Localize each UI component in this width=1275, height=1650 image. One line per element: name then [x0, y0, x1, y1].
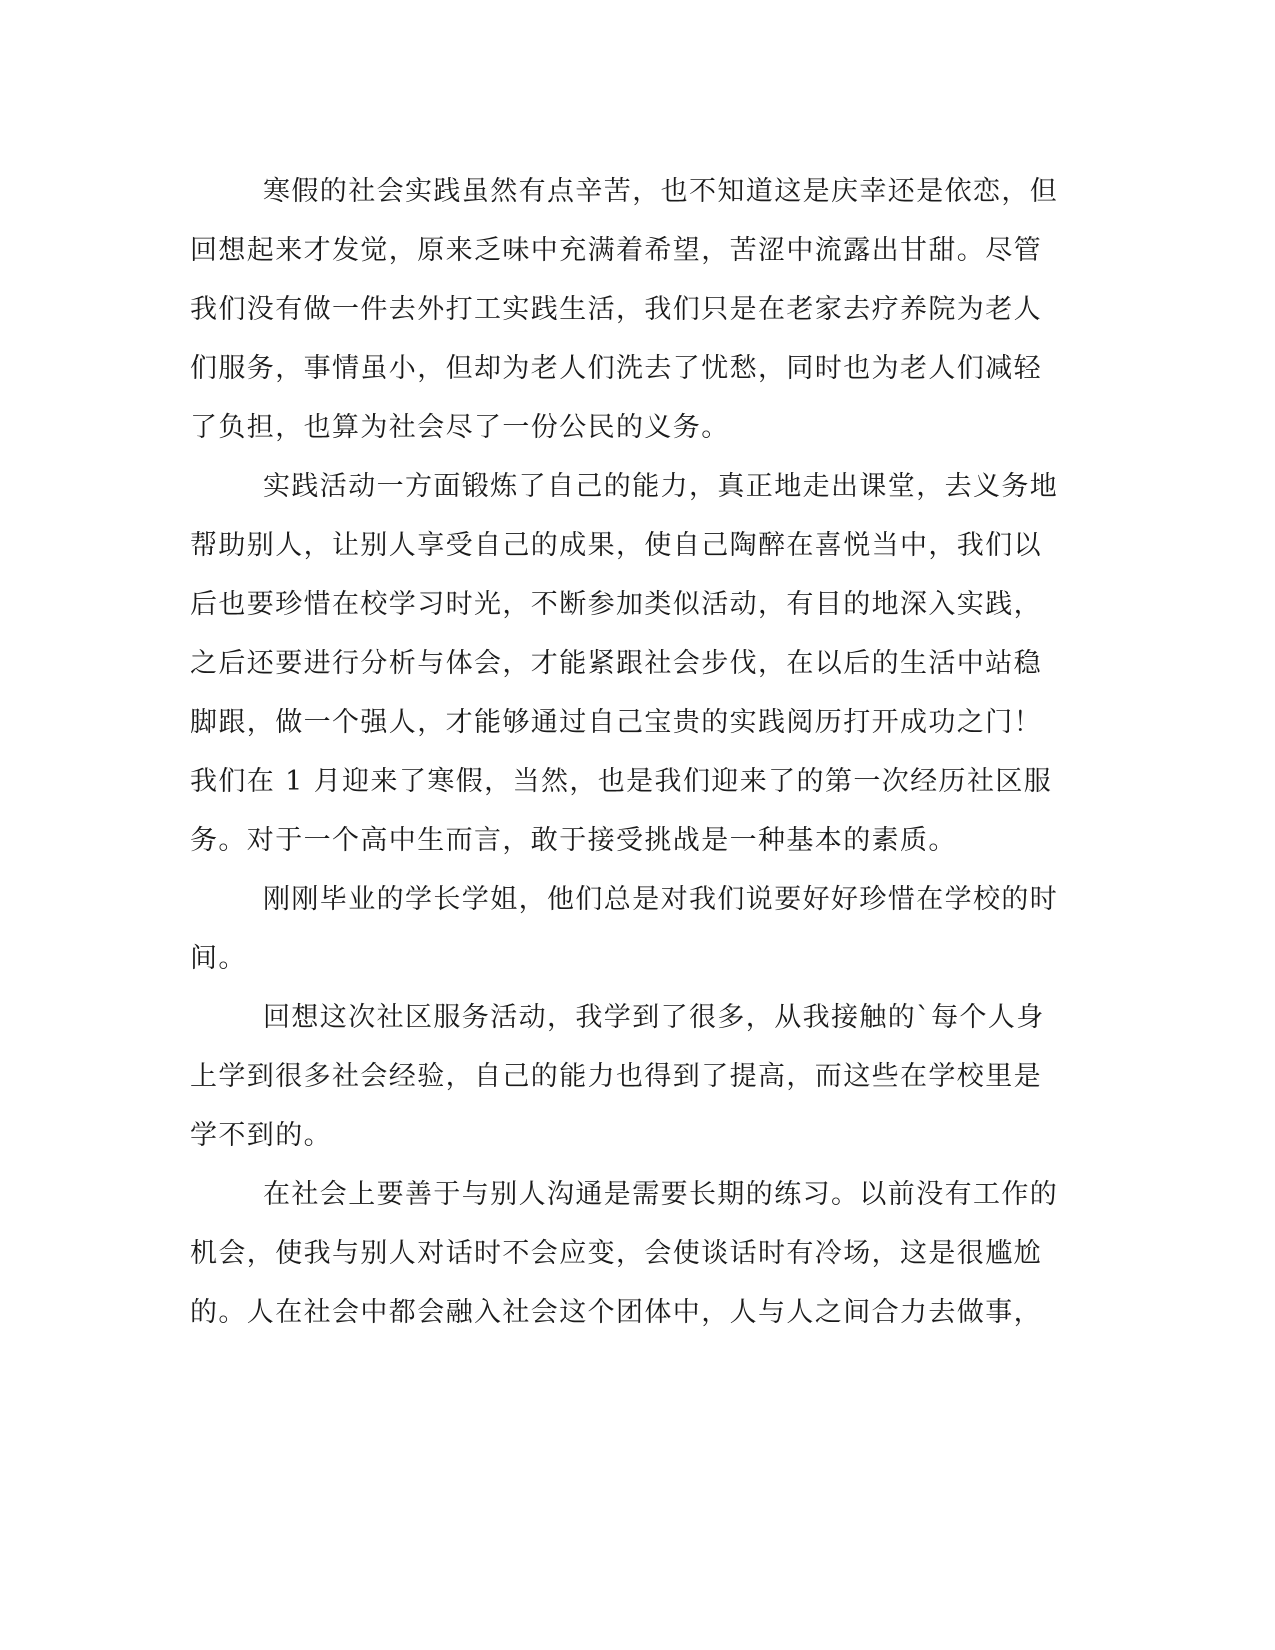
text-line: 务。对于一个高中生而言，敢于接受挑战是一种基本的素质。: [190, 825, 957, 856]
text-line: 刚刚毕业的学长学姐，他们总是对我们说要好好珍惜在学校的时: [263, 884, 1059, 915]
text-line: 们服务，事情虽小，但却为老人们洗去了忧愁，同时也为老人们减轻: [190, 353, 1042, 384]
text-line: 的。人在社会中都会融入社会这个团体中，人与人之间合力去做事，: [190, 1297, 1042, 1328]
text-line: 了负担，也算为社会尽了一份公民的义务。: [190, 412, 730, 443]
text-line: 寒假的社会实践虽然有点辛苦，也不知道这是庆幸还是依恋，但: [263, 176, 1059, 207]
text-line: 我们在 1 月迎来了寒假，当然，也是我们迎来了的第一次经历社区服: [190, 766, 1053, 797]
text-line: 上学到很多社会经验，自己的能力也得到了提高，而这些在学校里是: [190, 1061, 1042, 1092]
text-line: 间。: [190, 943, 247, 974]
text-line: 帮助别人，让别人享受自己的成果，使自己陶醉在喜悦当中，我们以: [190, 530, 1042, 561]
text-line: 后也要珍惜在校学习时光，不断参加类似活动，有目的地深入实践，: [190, 589, 1042, 620]
body-text: [190, 162, 1070, 1342]
text-line: 实践活动一方面锻炼了自己的能力，真正地走出课堂，去义务地: [263, 471, 1059, 502]
text-line: 我们没有做一件去外打工实践生活，我们只是在老家去疗养院为老人: [190, 294, 1042, 325]
text-line: 之后还要进行分析与体会，才能紧跟社会步伐，在以后的生活中站稳: [190, 648, 1042, 679]
text-line: 脚跟，做一个强人，才能够通过自己宝贵的实践阅历打开成功之门！: [190, 707, 1042, 738]
text-line: 回想起来才发觉，原来乏味中充满着希望，苦涩中流露出甘甜。尽管: [190, 235, 1042, 266]
text-line: 机会，使我与别人对话时不会应变，会使谈话时有冷场，这是很尴尬: [190, 1238, 1042, 1269]
text-line: 学不到的。: [190, 1120, 332, 1151]
text-line: 回想这次社区服务活动，我学到了很多，从我接触的`每个人身: [263, 1002, 1045, 1033]
text-line: 在社会上要善于与别人沟通是需要长期的练习。以前没有工作的: [263, 1179, 1059, 1210]
